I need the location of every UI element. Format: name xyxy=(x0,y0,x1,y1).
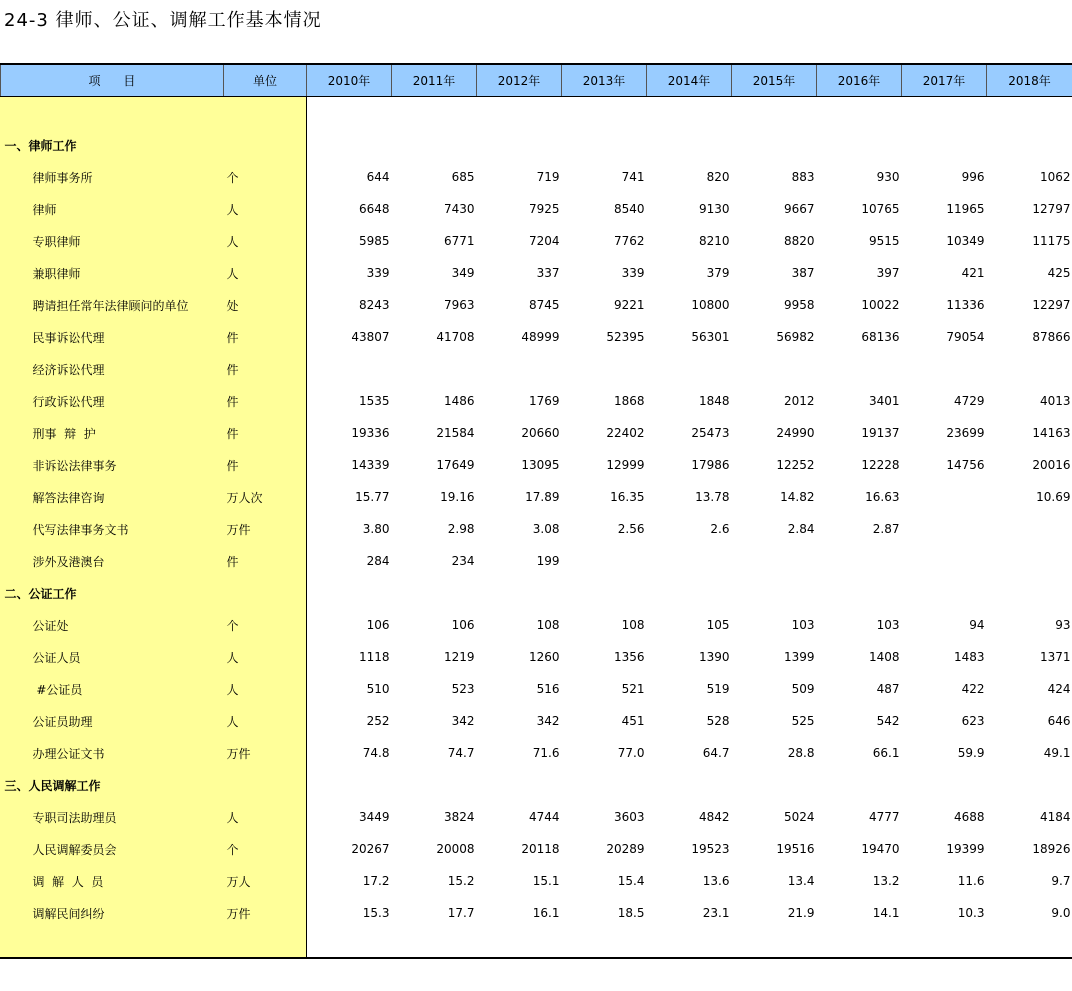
value-cell: 9515 xyxy=(868,234,900,248)
value-cell: 41708 xyxy=(436,330,475,344)
value-cell: 996 xyxy=(961,170,985,184)
value-cell xyxy=(562,545,647,577)
value-cell: 7963 xyxy=(443,298,475,312)
value-cell: 516 xyxy=(536,682,560,696)
value-cell: 19523 xyxy=(691,842,730,856)
value-cell: 2.84 xyxy=(787,522,815,536)
value-cell: 3.80 xyxy=(362,522,390,536)
value-cell: 741 xyxy=(621,170,645,184)
row-unit: 个 xyxy=(226,618,239,633)
row-label: 办理公证文书 xyxy=(32,746,105,761)
header-item: 项 目 xyxy=(1,64,224,97)
value-cell: 8820 xyxy=(783,234,815,248)
table-row xyxy=(1,161,1072,193)
value-cell: 12228 xyxy=(861,458,900,472)
value-cell: 1483 xyxy=(953,650,985,664)
row-unit: 件 xyxy=(226,458,239,473)
empty-cell xyxy=(224,129,1072,161)
value-cell: 93 xyxy=(1055,618,1071,632)
value-cell: 14.82 xyxy=(780,490,815,504)
value-cell: 106 xyxy=(451,618,475,632)
value-cell xyxy=(902,513,987,545)
value-cell: 525 xyxy=(791,714,815,728)
value-cell: 1118 xyxy=(358,650,390,664)
page-title: 24-3 律师、公证、调解工作基本情况 xyxy=(4,10,322,31)
row-unit: 件 xyxy=(226,554,239,569)
value-cell: 4729 xyxy=(953,394,985,408)
row-label: 公证人员 xyxy=(32,650,81,665)
value-cell: 234 xyxy=(451,554,475,568)
value-cell: 13.2 xyxy=(872,874,900,888)
value-cell: 9130 xyxy=(698,202,730,216)
table-row xyxy=(1,513,1072,545)
value-cell: 4744 xyxy=(528,810,560,824)
row-unit: 件 xyxy=(226,394,239,409)
value-cell: 1399 xyxy=(783,650,815,664)
value-cell: 13.6 xyxy=(702,874,730,888)
value-cell: 719 xyxy=(536,170,560,184)
table-row xyxy=(1,609,1072,641)
header-year: 2016年 xyxy=(817,64,902,97)
value-cell: 4013 xyxy=(1039,394,1071,408)
section-row xyxy=(1,129,1072,161)
value-cell: 422 xyxy=(961,682,985,696)
value-cell: 519 xyxy=(706,682,730,696)
empty-cell xyxy=(224,577,1072,609)
table-row xyxy=(1,417,1072,449)
table-row xyxy=(1,801,1072,833)
value-cell: 11175 xyxy=(1032,234,1071,248)
value-cell: 3603 xyxy=(613,810,645,824)
value-cell xyxy=(647,545,732,577)
value-cell: 19.16 xyxy=(440,490,475,504)
value-cell: 9958 xyxy=(783,298,815,312)
row-label: 刑事 辩 护 xyxy=(32,426,96,441)
value-cell: 7925 xyxy=(528,202,560,216)
value-cell: 16.63 xyxy=(865,490,900,504)
value-cell: 87866 xyxy=(1032,330,1071,344)
value-cell: 10022 xyxy=(861,298,900,312)
row-unit: 万人次 xyxy=(226,490,263,505)
value-cell: 20016 xyxy=(1032,458,1071,472)
header-year: 2011年 xyxy=(392,64,477,97)
row-unit: 万件 xyxy=(226,906,251,921)
value-cell: 15.77 xyxy=(355,490,390,504)
value-cell: 623 xyxy=(961,714,985,728)
value-cell: 7430 xyxy=(443,202,475,216)
value-cell: 421 xyxy=(961,266,985,280)
table-row xyxy=(1,673,1072,705)
value-cell: 339 xyxy=(366,266,390,280)
header-year: 2017年 xyxy=(902,64,987,97)
value-cell xyxy=(902,481,987,513)
value-cell: 19137 xyxy=(861,426,900,440)
value-cell: 5024 xyxy=(783,810,815,824)
table-row xyxy=(1,897,1072,929)
value-cell: 77.0 xyxy=(617,746,645,760)
header-year: 2010年 xyxy=(307,64,392,97)
value-cell: 644 xyxy=(366,170,390,184)
value-cell: 685 xyxy=(451,170,475,184)
value-cell: 930 xyxy=(876,170,900,184)
value-cell: 8210 xyxy=(698,234,730,248)
value-cell: 8243 xyxy=(358,298,390,312)
value-cell: 7204 xyxy=(528,234,560,248)
row-unit: 万件 xyxy=(226,522,251,537)
row-label: 公证处 xyxy=(32,618,69,633)
value-cell: 16.35 xyxy=(610,490,645,504)
value-cell: 20118 xyxy=(521,842,560,856)
value-cell: 15.2 xyxy=(447,874,475,888)
value-cell: 1408 xyxy=(868,650,900,664)
section-row xyxy=(1,577,1072,609)
value-cell: 21584 xyxy=(436,426,475,440)
value-cell: 510 xyxy=(366,682,390,696)
section-label: 二、公证工作 xyxy=(4,586,77,601)
value-cell: 14339 xyxy=(351,458,390,472)
value-cell: 20267 xyxy=(351,842,390,856)
value-cell: 487 xyxy=(876,682,900,696)
value-cell: 24990 xyxy=(776,426,815,440)
row-label: 律师事务所 xyxy=(32,170,93,185)
value-cell: 66.1 xyxy=(872,746,900,760)
value-cell: 43807 xyxy=(351,330,390,344)
table-row xyxy=(1,545,1072,577)
value-cell: 105 xyxy=(706,618,730,632)
value-cell: 15.1 xyxy=(532,874,560,888)
value-cell: 18926 xyxy=(1032,842,1071,856)
value-cell: 379 xyxy=(706,266,730,280)
value-cell: 523 xyxy=(451,682,475,696)
value-cell: 22402 xyxy=(606,426,645,440)
value-cell: 425 xyxy=(1047,266,1071,280)
value-cell: 17.2 xyxy=(362,874,390,888)
value-cell: 19399 xyxy=(946,842,985,856)
value-cell: 108 xyxy=(621,618,645,632)
value-cell: 19336 xyxy=(351,426,390,440)
row-unit: 件 xyxy=(226,330,239,345)
value-cell: 4184 xyxy=(1039,810,1071,824)
section-label: 一、律师工作 xyxy=(4,138,77,153)
value-cell: 68136 xyxy=(861,330,900,344)
row-unit: 万件 xyxy=(226,746,251,761)
row-label: 人民调解委员会 xyxy=(32,842,117,857)
table-row xyxy=(1,289,1072,321)
row-label: 专职律师 xyxy=(32,234,81,249)
value-cell: 1486 xyxy=(443,394,475,408)
value-cell: 9667 xyxy=(783,202,815,216)
value-cell: 199 xyxy=(536,554,560,568)
value-cell: 4842 xyxy=(698,810,730,824)
value-cell: 339 xyxy=(621,266,645,280)
table-row xyxy=(1,833,1072,865)
value-cell: 349 xyxy=(451,266,475,280)
value-cell: 74.8 xyxy=(362,746,390,760)
value-cell: 14756 xyxy=(946,458,985,472)
value-cell: 9.0 xyxy=(1051,906,1071,920)
value-cell: 1535 xyxy=(358,394,390,408)
value-cell xyxy=(987,545,1072,577)
table-row xyxy=(1,353,1072,385)
value-cell: 48999 xyxy=(521,330,560,344)
value-cell: 2.98 xyxy=(447,522,475,536)
value-cell: 56982 xyxy=(776,330,815,344)
value-cell: 521 xyxy=(621,682,645,696)
value-cell: 1390 xyxy=(698,650,730,664)
row-unit: 人 xyxy=(226,234,239,249)
value-cell: 10349 xyxy=(946,234,985,248)
header-year: 2012年 xyxy=(477,64,562,97)
value-cell xyxy=(817,545,902,577)
value-cell: 10765 xyxy=(861,202,900,216)
row-label: 兼职律师 xyxy=(32,266,81,281)
value-cell: 17.89 xyxy=(525,490,560,504)
value-cell xyxy=(902,353,987,385)
value-cell: 646 xyxy=(1047,714,1071,728)
column-divider xyxy=(306,96,307,958)
header-year: 2013年 xyxy=(562,64,647,97)
value-cell: 12797 xyxy=(1032,202,1071,216)
value-cell: 3824 xyxy=(443,810,475,824)
value-cell: 820 xyxy=(706,170,730,184)
value-cell: 542 xyxy=(876,714,900,728)
value-cell: 1769 xyxy=(528,394,560,408)
value-cell xyxy=(817,353,902,385)
table-row xyxy=(1,193,1072,225)
value-cell: 1260 xyxy=(528,650,560,664)
row-unit: 人 xyxy=(226,682,239,697)
header-year: 2015年 xyxy=(732,64,817,97)
value-cell: 424 xyxy=(1047,682,1071,696)
value-cell: 25473 xyxy=(691,426,730,440)
value-cell xyxy=(477,353,562,385)
table-body xyxy=(1,97,1072,962)
row-unit: 件 xyxy=(226,362,239,377)
table-row xyxy=(1,865,1072,897)
value-cell: 23699 xyxy=(946,426,985,440)
table-row xyxy=(1,737,1072,769)
value-cell xyxy=(902,545,987,577)
value-cell: 16.1 xyxy=(532,906,560,920)
value-cell: 23.1 xyxy=(702,906,730,920)
value-cell: 17.7 xyxy=(447,906,475,920)
value-cell xyxy=(307,353,392,385)
value-cell xyxy=(987,513,1072,545)
value-cell: 4688 xyxy=(953,810,985,824)
value-cell: 103 xyxy=(791,618,815,632)
value-cell: 10800 xyxy=(691,298,730,312)
value-cell: 103 xyxy=(876,618,900,632)
header-unit: 单位 xyxy=(224,64,307,97)
value-cell: 13095 xyxy=(521,458,560,472)
value-cell: 284 xyxy=(366,554,390,568)
row-label: 调解民间纠纷 xyxy=(32,906,105,921)
value-cell: 19470 xyxy=(861,842,900,856)
row-unit: 处 xyxy=(226,298,239,313)
value-cell: 8745 xyxy=(528,298,560,312)
value-cell: 21.9 xyxy=(787,906,815,920)
section-label: 三、人民调解工作 xyxy=(4,778,101,793)
table-row xyxy=(1,257,1072,289)
value-cell: 9221 xyxy=(613,298,645,312)
value-cell: 18.5 xyxy=(617,906,645,920)
value-cell: 2012 xyxy=(783,394,815,408)
value-cell: 17649 xyxy=(436,458,475,472)
table-row xyxy=(1,481,1072,513)
row-label: #公证员 xyxy=(32,682,83,697)
value-cell: 528 xyxy=(706,714,730,728)
row-label: 律师 xyxy=(32,202,57,217)
value-cell: 387 xyxy=(791,266,815,280)
row-unit: 个 xyxy=(226,170,239,185)
value-cell: 20289 xyxy=(606,842,645,856)
value-cell: 7762 xyxy=(613,234,645,248)
row-unit: 人 xyxy=(226,810,239,825)
row-label: 经济诉讼代理 xyxy=(32,362,105,377)
value-cell: 6648 xyxy=(358,202,390,216)
value-cell: 10.69 xyxy=(1036,490,1071,504)
row-unit: 人 xyxy=(226,650,239,665)
header-row xyxy=(1,64,1072,97)
row-unit: 人 xyxy=(226,714,239,729)
value-cell: 52395 xyxy=(606,330,645,344)
value-cell xyxy=(392,353,477,385)
value-cell: 49.1 xyxy=(1043,746,1071,760)
value-cell: 15.4 xyxy=(617,874,645,888)
row-label: 解答法律咨询 xyxy=(32,490,105,505)
value-cell: 3449 xyxy=(358,810,390,824)
value-cell xyxy=(562,353,647,385)
value-cell xyxy=(732,545,817,577)
value-cell: 11965 xyxy=(946,202,985,216)
table-row xyxy=(1,641,1072,673)
row-label: 行政诉讼代理 xyxy=(32,394,105,409)
value-cell: 64.7 xyxy=(702,746,730,760)
value-cell: 337 xyxy=(536,266,560,280)
row-label: 民事诉讼代理 xyxy=(32,330,105,345)
row-label: 代写法律事务文书 xyxy=(32,522,129,537)
row-unit: 个 xyxy=(226,842,239,857)
value-cell: 12999 xyxy=(606,458,645,472)
value-cell: 108 xyxy=(536,618,560,632)
row-unit: 件 xyxy=(226,426,239,441)
value-cell: 883 xyxy=(791,170,815,184)
empty-cell xyxy=(224,769,1072,801)
value-cell: 28.8 xyxy=(787,746,815,760)
row-label: 公证员助理 xyxy=(32,714,93,729)
value-cell: 342 xyxy=(451,714,475,728)
value-cell xyxy=(987,353,1072,385)
value-cell: 397 xyxy=(876,266,900,280)
row-unit: 人 xyxy=(226,266,239,281)
header-year: 2014年 xyxy=(647,64,732,97)
value-cell: 451 xyxy=(621,714,645,728)
value-cell: 15.3 xyxy=(362,906,390,920)
value-cell: 342 xyxy=(536,714,560,728)
section-row xyxy=(1,769,1072,801)
table-row xyxy=(1,385,1072,417)
value-cell: 74.7 xyxy=(447,746,475,760)
value-cell: 71.6 xyxy=(532,746,560,760)
table-row xyxy=(1,321,1072,353)
value-cell: 1219 xyxy=(443,650,475,664)
row-label: 涉外及港澳台 xyxy=(32,554,105,569)
value-cell: 10.3 xyxy=(957,906,985,920)
row-label: 专职司法助理员 xyxy=(32,810,117,825)
value-cell: 14.1 xyxy=(872,906,900,920)
value-cell: 13.4 xyxy=(787,874,815,888)
value-cell: 20008 xyxy=(436,842,475,856)
table-bottom-rule xyxy=(0,957,1072,959)
value-cell: 6771 xyxy=(443,234,475,248)
value-cell: 12252 xyxy=(776,458,815,472)
table-row xyxy=(1,449,1072,481)
value-cell: 2.6 xyxy=(710,522,730,536)
statistics-table xyxy=(0,63,1072,961)
value-cell: 3.08 xyxy=(532,522,560,536)
value-cell xyxy=(647,353,732,385)
value-cell xyxy=(732,353,817,385)
row-label: 聘请担任常年法律顾问的单位 xyxy=(32,298,189,313)
value-cell: 56301 xyxy=(691,330,730,344)
row-unit: 人 xyxy=(226,202,239,217)
table-row xyxy=(1,225,1072,257)
value-cell: 3401 xyxy=(868,394,900,408)
value-cell: 14163 xyxy=(1032,426,1071,440)
value-cell: 19516 xyxy=(776,842,815,856)
value-cell: 1848 xyxy=(698,394,730,408)
value-cell: 20660 xyxy=(521,426,560,440)
value-cell: 5985 xyxy=(358,234,390,248)
value-cell: 4777 xyxy=(868,810,900,824)
spacer-row xyxy=(1,97,1072,130)
value-cell: 13.78 xyxy=(695,490,730,504)
row-unit: 万人 xyxy=(226,874,251,889)
value-cell: 79054 xyxy=(946,330,985,344)
row-label: 非诉讼法律事务 xyxy=(32,458,117,473)
value-cell: 1868 xyxy=(613,394,645,408)
value-cell: 8540 xyxy=(613,202,645,216)
value-cell: 1371 xyxy=(1039,650,1071,664)
value-cell: 94 xyxy=(969,618,985,632)
value-cell: 2.56 xyxy=(617,522,645,536)
table-row xyxy=(1,705,1072,737)
value-cell: 9.7 xyxy=(1051,874,1071,888)
value-cell: 1356 xyxy=(613,650,645,664)
row-label: 调 解 人 员 xyxy=(32,874,104,889)
value-cell: 509 xyxy=(791,682,815,696)
value-cell: 11.6 xyxy=(957,874,985,888)
value-cell: 1062 xyxy=(1039,170,1071,184)
value-cell: 252 xyxy=(366,714,390,728)
value-cell: 106 xyxy=(366,618,390,632)
header-year: 2018年 xyxy=(987,64,1072,97)
value-cell: 59.9 xyxy=(957,746,985,760)
value-cell: 17986 xyxy=(691,458,730,472)
value-cell: 2.87 xyxy=(872,522,900,536)
value-cell: 11336 xyxy=(946,298,985,312)
value-cell: 12297 xyxy=(1032,298,1071,312)
